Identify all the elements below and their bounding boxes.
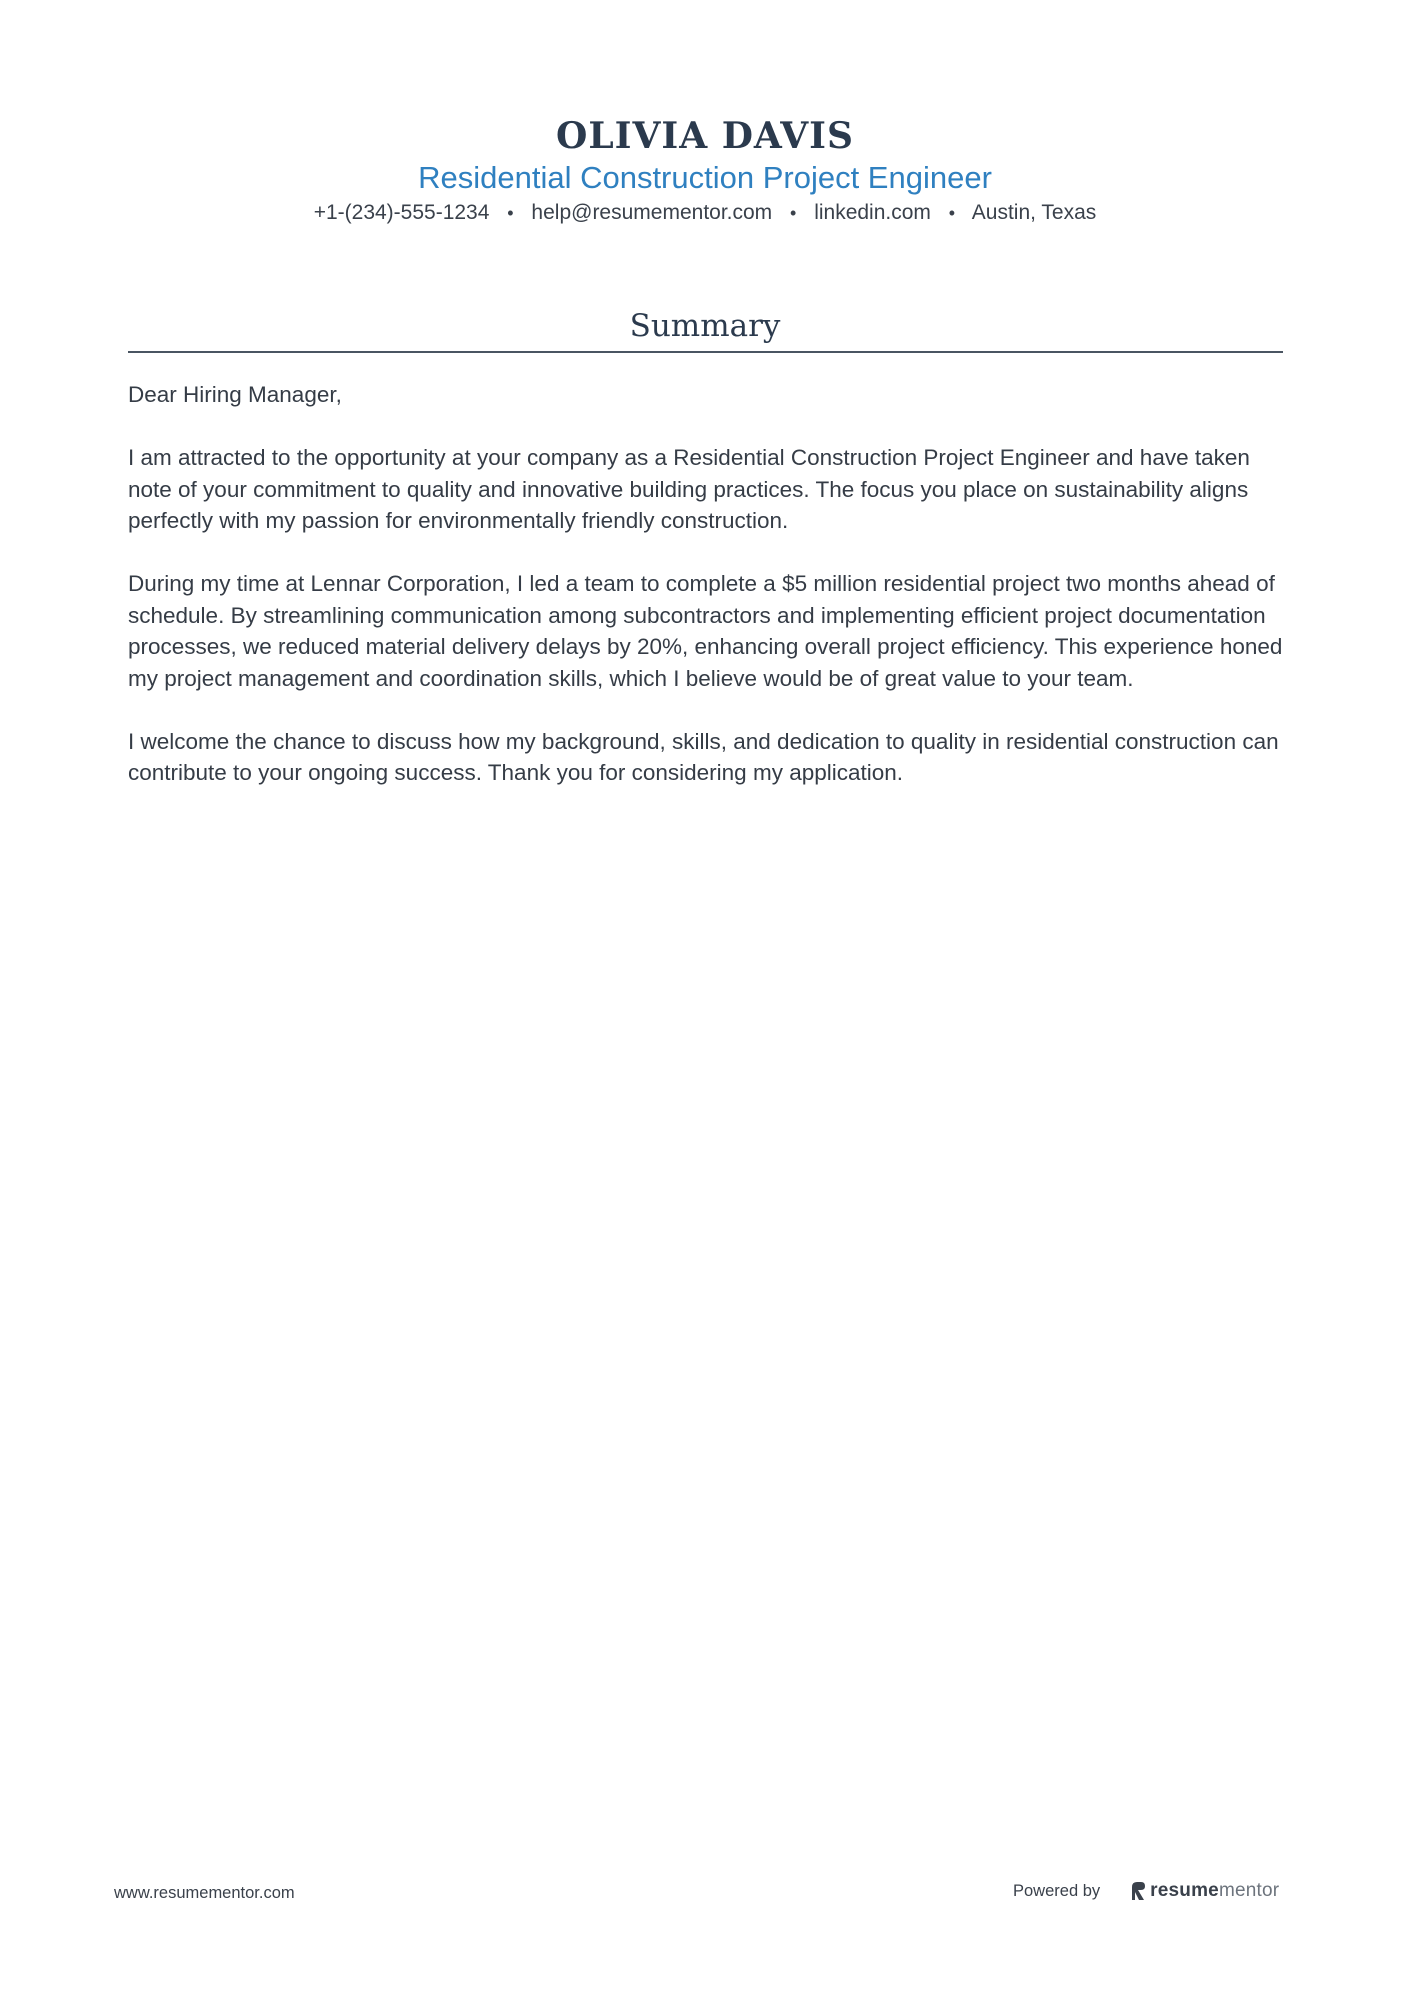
letter-paragraph: During my time at Lennar Corporation, I led a team to complete a $5 million residential project two months ahead of schedule. By streamlining communication among subcontractors and implementing efficient project documentation processes, we reduced material delivery delays by 20%, enhancing overall project efficiency. This experience honed my project management and coordination skills, which I believe would be of great value to your team. (128, 571, 1283, 691)
contact-linkedin[interactable]: linkedin.com (814, 201, 931, 224)
letter-header (0, 115, 1410, 227)
powered-by-label: Powered by (1013, 1881, 1101, 1900)
contact-separator: • (790, 203, 797, 223)
letter-paragraph: I welcome the chance to discuss how my background, skills, and dedication to quality in residential construction can contribute to your ongoing success. Thank you for considering my application. (128, 728, 1279, 785)
letter-body (128, 379, 1288, 820)
brand-name-part2: mentor (1218, 1880, 1280, 1901)
section-divider (128, 351, 1283, 353)
section-title-summary: Summary (629, 308, 781, 344)
contact-separator: • (948, 203, 956, 223)
contact-line (0, 199, 1410, 227)
candidate-name: OLIVIA DAVIS (555, 115, 855, 157)
footer-powered-by (1013, 1880, 1279, 1902)
candidate-role: Residential Construction Project Engineer (418, 160, 992, 195)
contact-separator: • (507, 203, 514, 223)
resumementor-logo-icon (1130, 1881, 1146, 1901)
contact-location: Austin, Texas (971, 201, 1097, 224)
brand-name-part1: resume (1150, 1880, 1219, 1901)
footer-website[interactable]: www.resumementor.com (114, 1884, 295, 1902)
letter-paragraph: I am attracted to the opportunity at your company as a Residential Construction Project Engineer and have taken note of your commitment to quality and innovative building practices. The focus you place on sustainability aligns perfectly with my passion for environmentally friendly construction. (128, 445, 1250, 533)
letter-greeting: Dear Hiring Manager, (128, 382, 342, 407)
brand-logo[interactable] (1130, 1880, 1279, 1902)
contact-email[interactable]: help@resumementor.com (531, 201, 773, 224)
contact-phone: +1-(234)-555-1234 (313, 201, 490, 224)
